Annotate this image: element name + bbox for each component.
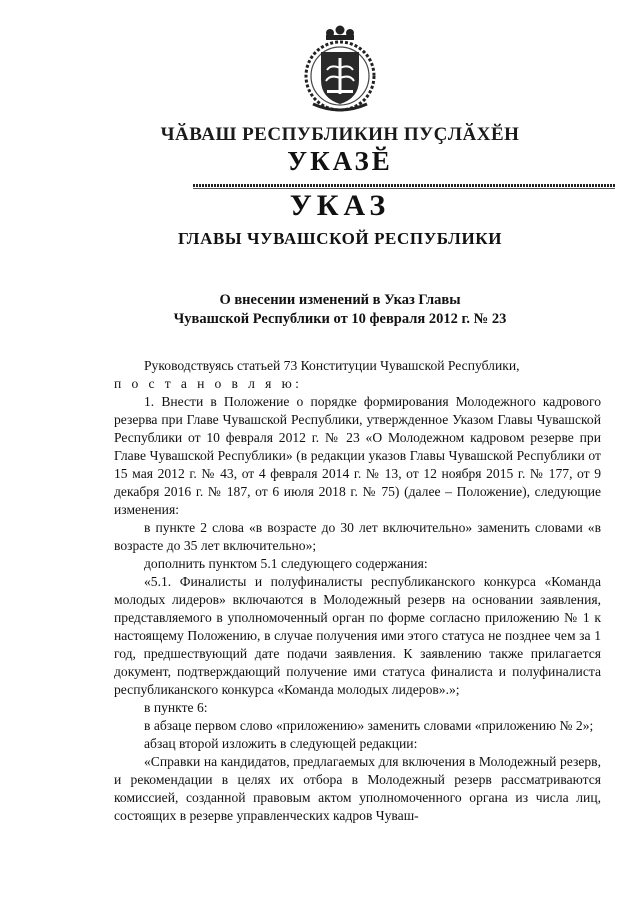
decree-heading: УКАЗ [289, 189, 391, 222]
document-title-line-1: О внесении изменений в Указ Главы [219, 292, 461, 308]
authority-heading: ГЛАВЫ ЧУВАШСКОЙ РЕСПУБЛИКИ [177, 229, 503, 248]
document-title [150, 291, 530, 329]
paragraph-point-6: в пункте 6: [144, 700, 208, 715]
paragraph-first-subparagraph: в абзаце первом слово «приложению» заменить словами «приложению № 2»; [144, 718, 594, 733]
paragraph-add-point: дополнить пунктом 5.1 следующего содержания: [144, 556, 428, 571]
chuvash-header-line: ЧӐВАШ РЕСПУБЛИКИН ПУҪЛӐХӖН [160, 124, 520, 145]
paragraph-second-subparagraph: абзац второй изложить в следующей редакции: [144, 736, 418, 751]
document-body [114, 357, 601, 825]
paragraph-resolve: п о с т а н о в л я ю: [114, 376, 303, 391]
paragraph-preamble: Руководствуясь статьей 73 Конституции Чувашской Республики, [144, 358, 520, 373]
coat-of-arms-emblem [297, 24, 383, 114]
paragraph-point-2: в пункте 2 слова «в возрасте до 30 лет включительно» заменить словами «в возрасте до 35 лет включительно»; [114, 520, 601, 553]
paragraph-references: «Справки на кандидатов, предлагаемых для включения в Молодежный резерв, и рекомендации в целях их отбора в Молодежный резерв рассматриваются комиссией, созданной правовым актом уполномоченного органа из числа лиц, состоящих в резерве управленческих кадров Чуваш- [114, 754, 601, 823]
paragraph-item-1: 1. Внести в Положение о порядке формирования Молодежного кадрового резерва при Главе Чувашской Республики, утвержденное Указом Главы Чувашской Республики от 10 февраля 2012 г. № 23 «О Молодежном кадровом резерве при Главе Чувашской Республики» (в редакции указов Главы Чувашской Республики от 15 мая 2012 г. № 43, от 4 февраля 2014 г. № 13, от 12 ноября 2015 г. № 177, от 9 декабря 2016 г. № 187, от 6 июля 2018 г. № 75) (далее – Положение), следующие изменения: [114, 394, 601, 517]
paragraph-point-5-1: «5.1. Финалисты и полуфиналисты республиканского конкурса «Команда молодых лидеров» включаются в Молодежный резерв на основании заявления, представляемого в уполномоченный орган по форме согласно приложению № 1 к настоящему Положению, в случае получения ими этого статуса не позднее чем за 1 год, предшествующий дате подачи заявления. К заявлению также прилагается документ, подтверждающий получение ими статуса финалиста и полуфиналиста республиканского конкурса «Команда молодых лидеров».»; [114, 574, 601, 697]
document-title-line-2: Чувашской Республики от 10 февраля 2012 г. № 23 [173, 311, 507, 327]
header-divider [193, 184, 615, 187]
chuvash-decree-heading: УКАЗӖ [287, 146, 393, 176]
